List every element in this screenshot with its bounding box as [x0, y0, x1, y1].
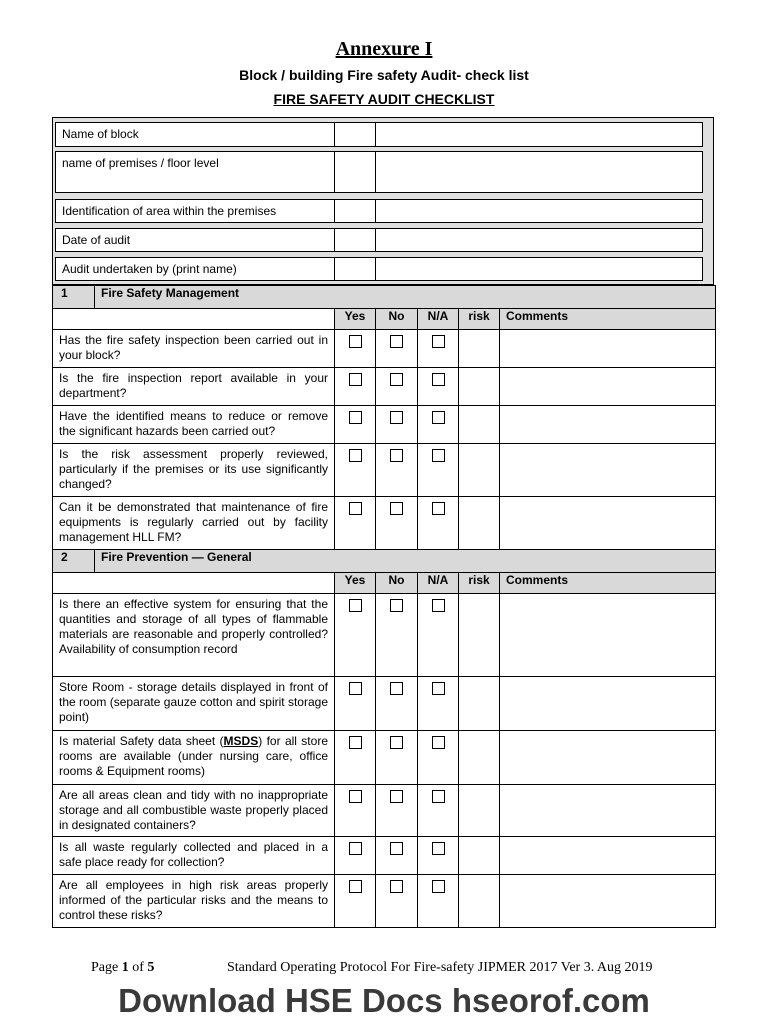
column-header-row: [53, 309, 716, 330]
question-text: Is the fire inspection report available in your department?: [53, 368, 335, 406]
info-spacer-cell: [334, 123, 376, 146]
question-row: [53, 497, 716, 550]
yes-checkbox[interactable]: [349, 411, 362, 424]
yes-checkbox[interactable]: [349, 373, 362, 386]
info-label: Date of audit: [62, 233, 131, 247]
section-header: [53, 550, 716, 573]
page-number: Page 1 of 5: [91, 960, 155, 975]
yes-checkbox[interactable]: [349, 736, 362, 749]
comments-cell[interactable]: [500, 785, 716, 837]
yes-cell: [335, 785, 376, 837]
yes-checkbox[interactable]: [349, 682, 362, 695]
risk-cell[interactable]: [459, 875, 500, 928]
comments-cell[interactable]: [500, 594, 716, 677]
section-number: 2: [53, 550, 95, 573]
info-label: name of premises / floor level: [62, 156, 219, 170]
yes-checkbox[interactable]: [349, 880, 362, 893]
no-checkbox[interactable]: [390, 682, 403, 695]
no-checkbox[interactable]: [390, 411, 403, 424]
risk-cell[interactable]: [459, 406, 500, 444]
no-checkbox[interactable]: [390, 842, 403, 855]
na-checkbox[interactable]: [432, 449, 445, 462]
yes-cell: [335, 594, 376, 677]
yes-checkbox[interactable]: [349, 842, 362, 855]
na-cell: [418, 497, 459, 550]
na-cell: [418, 368, 459, 406]
col-na-header: N/A: [418, 573, 459, 594]
na-cell: [418, 731, 459, 785]
question-row: [53, 731, 716, 785]
info-label: Name of block: [62, 127, 139, 141]
risk-cell[interactable]: [459, 594, 500, 677]
col-risk-header: risk: [459, 309, 500, 330]
question-row: [53, 406, 716, 444]
info-spacer-cell: [334, 229, 376, 251]
info-spacer-cell: [334, 200, 376, 222]
question-text: Is all waste regularly collected and placed in a safe place ready for collection?: [53, 837, 335, 875]
watermark: Download HSE Docs hseorof.com: [118, 982, 650, 1019]
question-text: Are all areas clean and tidy with no inappropriate storage and all combustible waste properly placed in designated containers?: [53, 785, 335, 837]
no-checkbox[interactable]: [390, 373, 403, 386]
info-row-auditor: [55, 257, 703, 281]
section-title: Fire Prevention — General: [95, 550, 716, 573]
risk-cell[interactable]: [459, 497, 500, 550]
comments-cell[interactable]: [500, 677, 716, 731]
question-row: [53, 444, 716, 497]
no-cell: [376, 444, 418, 497]
no-checkbox[interactable]: [390, 599, 403, 612]
no-cell: [376, 406, 418, 444]
comments-cell[interactable]: [500, 731, 716, 785]
col-no-header: No: [376, 573, 418, 594]
na-checkbox[interactable]: [432, 599, 445, 612]
na-cell: [418, 785, 459, 837]
comments-cell[interactable]: [500, 406, 716, 444]
question-row: [53, 875, 716, 928]
col-comments-header: Comments: [500, 309, 716, 330]
na-cell: [418, 875, 459, 928]
question-text: Is there an effective system for ensuring that the quantities and storage of all types of flammable materials are reasonable and properly controlled? Availability of consumption record: [53, 594, 335, 677]
risk-cell[interactable]: [459, 785, 500, 837]
yes-cell: [335, 731, 376, 785]
col-no-header: No: [376, 309, 418, 330]
no-cell: [376, 875, 418, 928]
question-row: [53, 594, 716, 677]
no-cell: [376, 594, 418, 677]
na-checkbox[interactable]: [432, 880, 445, 893]
na-cell: [418, 330, 459, 368]
na-cell: [418, 837, 459, 875]
comments-cell[interactable]: [500, 444, 716, 497]
risk-cell[interactable]: [459, 330, 500, 368]
no-cell: [376, 330, 418, 368]
comments-cell[interactable]: [500, 368, 716, 406]
no-checkbox[interactable]: [390, 880, 403, 893]
yes-cell: [335, 330, 376, 368]
no-cell: [376, 368, 418, 406]
header-blank: [53, 309, 335, 330]
header-blank: [53, 573, 335, 594]
comments-cell[interactable]: [500, 330, 716, 368]
yes-cell: [335, 497, 376, 550]
question-text: Is material Safety data sheet (MSDS) for all store rooms are available (under nursing care, office rooms & Equipment rooms): [53, 731, 335, 785]
info-label: Identification of area within the premises: [62, 204, 277, 218]
no-checkbox[interactable]: [390, 790, 403, 803]
na-checkbox[interactable]: [432, 502, 445, 515]
yes-checkbox[interactable]: [349, 449, 362, 462]
question-row: [53, 785, 716, 837]
yes-cell: [335, 875, 376, 928]
no-checkbox[interactable]: [390, 502, 403, 515]
info-row-area: [55, 199, 703, 223]
yes-cell: [335, 368, 376, 406]
no-cell: [376, 497, 418, 550]
info-label: Audit undertaken by (print name): [62, 262, 237, 276]
yes-cell: [335, 677, 376, 731]
footer-protocol: Standard Operating Protocol For Fire-safety JIPMER 2017 Ver 3. Aug 2019: [227, 960, 653, 975]
na-cell: [418, 444, 459, 497]
checklist-table: [52, 285, 716, 928]
question-row: [53, 677, 716, 731]
question-row: [53, 368, 716, 406]
na-checkbox[interactable]: [432, 682, 445, 695]
annexure-title: Annexure I: [335, 38, 433, 60]
yes-checkbox[interactable]: [349, 599, 362, 612]
question-text: Have the identified means to reduce or remove the significant hazards been carried out?: [53, 406, 335, 444]
info-spacer-cell: [334, 152, 376, 192]
no-cell: [376, 785, 418, 837]
na-checkbox[interactable]: [432, 335, 445, 348]
col-yes-header: Yes: [335, 309, 376, 330]
yes-checkbox[interactable]: [349, 335, 362, 348]
checklist-heading: FIRE SAFETY AUDIT CHECKLIST: [273, 91, 495, 107]
comments-cell[interactable]: [500, 497, 716, 550]
comments-cell[interactable]: [500, 837, 716, 875]
col-yes-header: Yes: [335, 573, 376, 594]
na-checkbox[interactable]: [432, 842, 445, 855]
section-title: Fire Safety Management: [95, 286, 716, 309]
no-cell: [376, 837, 418, 875]
na-checkbox[interactable]: [432, 373, 445, 386]
question-row: [53, 837, 716, 875]
no-cell: [376, 731, 418, 785]
question-text: Are all employees in high risk areas properly informed of the particular risks and the means to control these risks?: [53, 875, 335, 928]
no-checkbox[interactable]: [390, 335, 403, 348]
yes-cell: [335, 837, 376, 875]
section-header: [53, 286, 716, 309]
col-comments-header: Comments: [500, 573, 716, 594]
document-subtitle: Block / building Fire safety Audit- check list: [239, 67, 529, 83]
no-cell: [376, 677, 418, 731]
question-text: Is the risk assessment properly reviewed, particularly if the premises or its use significantly changed?: [53, 444, 335, 497]
question-text: Has the fire safety inspection been carried out in your block?: [53, 330, 335, 368]
column-header-row: [53, 573, 716, 594]
col-na-header: N/A: [418, 309, 459, 330]
no-checkbox[interactable]: [390, 736, 403, 749]
question-text: Can it be demonstrated that maintenance of fire equipments is regularly carried out by facility management HLL FM?: [53, 497, 335, 550]
risk-cell[interactable]: [459, 677, 500, 731]
question-row: [53, 330, 716, 368]
yes-checkbox[interactable]: [349, 502, 362, 515]
info-spacer-cell: [334, 258, 376, 280]
risk-cell[interactable]: [459, 731, 500, 785]
risk-cell[interactable]: [459, 368, 500, 406]
col-risk-header: risk: [459, 573, 500, 594]
na-cell: [418, 677, 459, 731]
info-row-date: [55, 228, 703, 252]
na-cell: [418, 406, 459, 444]
na-checkbox[interactable]: [432, 736, 445, 749]
na-checkbox[interactable]: [432, 411, 445, 424]
info-row-block-name: [55, 122, 703, 147]
info-row-premises: [55, 151, 703, 193]
comments-cell[interactable]: [500, 875, 716, 928]
yes-cell: [335, 444, 376, 497]
risk-cell[interactable]: [459, 837, 500, 875]
risk-cell[interactable]: [459, 444, 500, 497]
no-checkbox[interactable]: [390, 449, 403, 462]
yes-checkbox[interactable]: [349, 790, 362, 803]
audit-info-box: [52, 117, 714, 285]
question-text: Store Room - storage details displayed in front of the room (separate gauze cotton and spirit storage point): [53, 677, 335, 731]
na-checkbox[interactable]: [432, 790, 445, 803]
na-cell: [418, 594, 459, 677]
yes-cell: [335, 406, 376, 444]
section-number: 1: [53, 286, 95, 309]
